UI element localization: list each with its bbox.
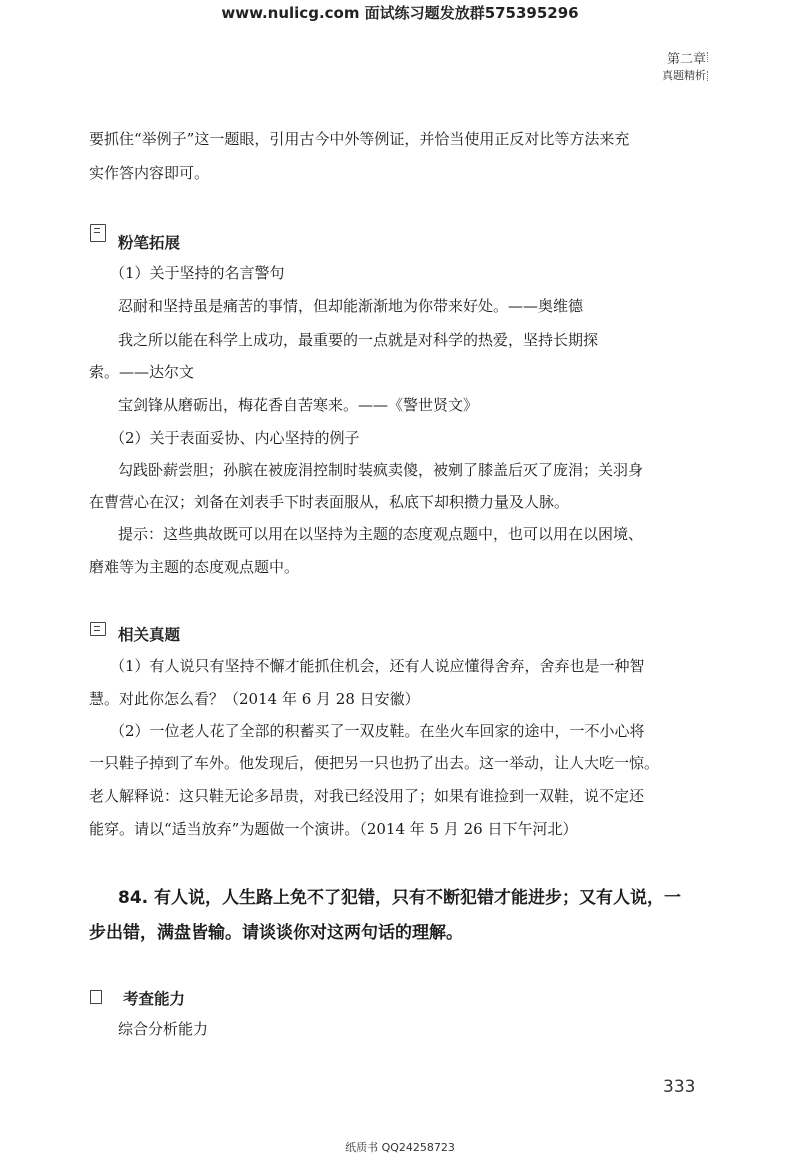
margin-mark [707,52,711,62]
related-line: （2）一位老人花了全部的积蓄买了一双皮鞋。在坐火车回家的途中，一不小心将 [110,722,645,740]
expand-section-icon [90,224,106,242]
top-banner: www.nulicg.com 面试练习题发放群575395296 [221,4,579,22]
expand-line: 忍耐和坚持虽是痛苦的事情，但却能渐渐地为你带来好处。——奥维德 [118,297,584,315]
expand-line: 磨难等为主题的态度观点题中。 [89,558,300,576]
expand-line: （1）关于坚持的名言警句 [110,264,285,282]
related-line: （1）有人说只有坚持不懈才能抓住机会，还有人说应懂得舍弃，舍弃也是一种智 [110,657,645,675]
related-section-icon [90,622,106,636]
expand-heading: 粉笔拓展 [118,234,181,252]
related-heading: 相关真题 [118,626,181,644]
expand-line: 索。——达尔文 [89,363,195,381]
intro-line: 要抓住“举例子”这一题眼，引用古今中外等例证，并恰当使用正反对比等方法来充 [89,130,630,148]
related-line: 能穿。请以“适当放弃”为题做一个演讲。（2014 年 5 月 26 日下午河北） [89,820,578,838]
intro-line: 实作答内容即可。 [89,164,210,182]
footer-text: 纸质书 QQ24258723 [345,1141,455,1154]
chapter-title: 第二章 [666,52,706,67]
expand-line: 宝剑锋从磨砺出，梅花香自苦寒来。——《警世贤文》 [118,396,479,414]
ability-section-icon [90,990,102,1004]
expand-line: 勾践卧薪尝胆；孙膑在被庞涓控制时装疯卖傻，被剜了膝盖后灭了庞涓；关羽身 [118,461,644,479]
expand-line: 提示：这些典故既可以用在以坚持为主题的态度观点题中，也可以用在以困境、 [118,525,644,543]
question-84-line: 84. 有人说，人生路上免不了犯错，只有不断犯错才能进步；又有人说，一 [118,888,682,908]
expand-line: （2）关于表面妥协、内心坚持的例子 [110,429,360,447]
margin-mark [707,71,711,81]
related-line: 老人解释说：这只鞋无论多昂贵，对我已经没用了；如果有谁捡到一双鞋，说不定还 [89,787,645,805]
ability-heading: 考查能力 [123,990,186,1008]
expand-line: 我之所以能在科学上成功，最重要的一点就是对科学的热爱，坚持长期探 [118,331,599,349]
page-number: 333 [663,1077,696,1097]
expand-line: 在曹营心在汉；刘备在刘表手下时表面服从，私底下却积攒力量及人脉。 [89,493,570,511]
related-line: 一只鞋子掉到了车外。他发现后，便把另一只也扔了出去。这一举动，让人大吃一惊。 [89,754,660,772]
related-line: 慧。对此你怎么看？（2014 年 6 月 28 日安徽） [89,690,420,708]
question-84-line: 步出错，满盘皆输。请谈谈你对这两句话的理解。 [89,923,463,943]
chapter-subtitle: 真题精析 [662,69,706,82]
ability-value: 综合分析能力 [118,1020,209,1038]
